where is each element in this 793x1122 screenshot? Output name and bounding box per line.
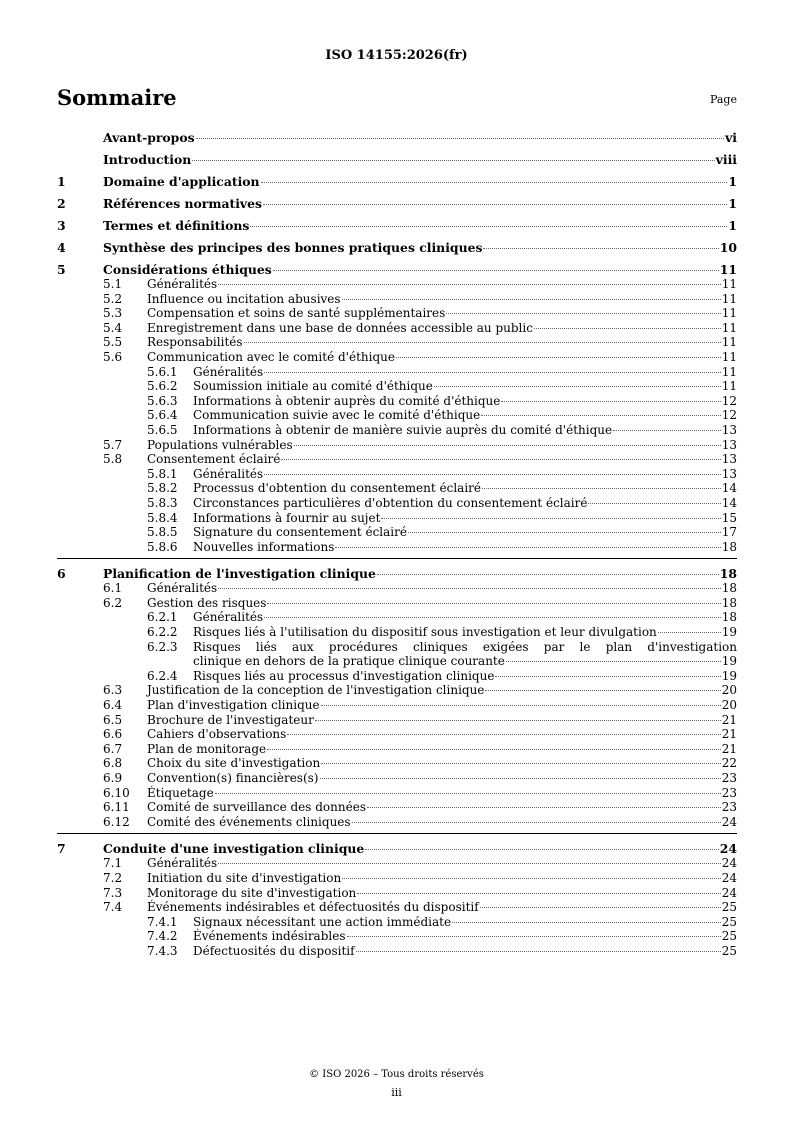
toc-entry-label: Informations à fournir au sujet (193, 510, 381, 525)
toc-entry[interactable] (57, 379, 737, 394)
toc-entry-page: 21 (721, 727, 737, 742)
toc-entry-page: 21 (721, 712, 737, 727)
toc-dot-leader (613, 430, 721, 431)
toc-entry-number: 5.8.4 (147, 510, 178, 525)
toc-entry-number: 6.11 (103, 800, 130, 815)
toc-entry-label: Généralités (147, 581, 218, 596)
toc-entry-page: 25 (721, 943, 737, 958)
toc-entry[interactable] (57, 669, 737, 684)
toc-entry-page: viii (715, 152, 737, 167)
toc-entry-label: Brochure de l'investigateur (147, 712, 314, 727)
toc-entry-page: 19 (721, 654, 737, 669)
toc-entry-label: Communication suivie avec le comité d'éthique (193, 408, 481, 423)
toc-entry-page: 24 (721, 885, 737, 900)
toc-dot-leader (287, 734, 720, 735)
toc-entry-label: Cahiers d'observations (147, 727, 287, 742)
toc-entry-label: Compensation et soins de santé supplémentaires (147, 306, 446, 321)
toc-entry[interactable] (57, 335, 737, 350)
toc-dot-leader (264, 372, 721, 373)
toc-entry[interactable] (57, 174, 737, 189)
toc-entry-number: 5.4 (103, 320, 123, 335)
toc-entry-label: Plan de monitorage (147, 741, 267, 756)
toc-entry-page: 24 (721, 870, 737, 885)
toc-entry-label: Circonstances particulières d'obtention du consentement éclairé (193, 495, 588, 510)
toc-entry[interactable] (57, 756, 737, 771)
toc-entry-number: 6.3 (103, 683, 123, 698)
toc-entry-number: 6.2.1 (147, 610, 178, 625)
toc-entry-number: 5.3 (103, 306, 123, 321)
footer-copyright: © ISO 2026 – Tous droits réservés (309, 1069, 484, 1080)
toc-entry-number: 6.8 (103, 756, 123, 771)
toc-entry-page: 13 (721, 422, 737, 437)
toc-entry[interactable] (57, 152, 737, 167)
toc-entry[interactable] (57, 610, 737, 625)
toc-entry-number: 5.6.2 (147, 379, 178, 394)
toc-entry-label: Populations vulnérables (147, 437, 293, 452)
toc-entry-page: 18 (721, 595, 737, 610)
toc-entry-number: 5.8.3 (147, 495, 178, 510)
toc-entry-number: 5.8 (103, 452, 123, 467)
toc-dot-leader (506, 661, 721, 662)
toc-entry-number: 7.4.3 (147, 943, 178, 958)
toc-entry[interactable] (57, 929, 737, 944)
toc-dot-leader (377, 574, 719, 575)
toc-entry[interactable] (57, 640, 737, 669)
toc-dot-leader (534, 328, 721, 329)
toc-dot-leader (281, 459, 720, 460)
toc-dot-leader (495, 676, 720, 677)
toc-dot-leader (192, 160, 714, 161)
toc-entry-label: Généralités (193, 466, 264, 481)
toc-entry-page: 24 (721, 856, 737, 871)
toc-entry-number: 5.6.3 (147, 393, 178, 408)
toc-entry-label: Signature du consentement éclairé (193, 525, 407, 540)
toc-entry-page: 1 (728, 174, 737, 189)
toc-dot-leader (250, 226, 727, 227)
toc-entry[interactable] (57, 713, 737, 728)
toc-entry[interactable] (57, 698, 737, 713)
toc-entry-label: Convention(s) financières(s) (147, 771, 319, 785)
toc-entry-number: 3 (57, 218, 66, 233)
toc-entry-number: 5.8.2 (147, 481, 178, 496)
toc-dot-leader (218, 284, 721, 285)
toc-entry[interactable] (57, 350, 737, 365)
toc-entry-page: 11 (721, 306, 737, 321)
toc-entry-page: 11 (721, 320, 737, 335)
toc-entry-label: Comité des événements cliniques (147, 814, 351, 829)
toc-entry-label: Considérations éthiques (103, 262, 272, 277)
toc-entry-label: Enregistrement dans une base de données accessible au public (147, 320, 533, 335)
toc-dot-leader (357, 893, 720, 894)
toc-entry-label: Plan d'investigation clinique (147, 698, 320, 713)
toc-entry[interactable] (57, 871, 737, 886)
toc-entry-page: 19 (721, 668, 737, 683)
toc-entry[interactable] (57, 218, 737, 233)
toc-entry[interactable] (57, 596, 737, 611)
toc-entry-number: 5.2 (103, 291, 123, 306)
toc-entry-label: Introduction (103, 152, 192, 167)
title-row (57, 85, 737, 113)
toc-entry-label: Risques liés aux procédures cliniques exigées par le plan d'investigation (193, 639, 737, 654)
toc-entry-number: 5.5 (103, 335, 123, 350)
toc-entry-number: 6.6 (103, 727, 123, 742)
toc-entry[interactable] (57, 423, 737, 438)
toc-entry-number: 7.1 (103, 856, 123, 871)
toc-entry-label: Informations à obtenir de manière suivie auprès du comité d'éthique (193, 422, 613, 437)
toc-entry-page: 14 (721, 481, 737, 496)
toc-entry-number: 7.4.2 (147, 929, 178, 944)
toc-entry[interactable] (57, 394, 737, 409)
toc-dot-leader (196, 138, 725, 139)
toc-entry-number: 5.6 (103, 349, 123, 364)
page-column-label: Page (709, 93, 737, 106)
toc-entry-page: 25 (721, 900, 737, 915)
toc-entry-page: 21 (721, 741, 737, 756)
toc-dot-leader (381, 518, 720, 519)
toc-entry-label: Justification de la conception de l'investigation clinique (147, 683, 485, 698)
toc-entry-number: 6.5 (103, 712, 123, 727)
toc-entry-label: Domaine d'application (103, 174, 260, 189)
toc-entry-number: 7 (57, 841, 66, 857)
toc-dot-leader (434, 386, 721, 387)
toc-dot-leader (218, 588, 721, 589)
document-header: ISO 14155:2026(fr) (325, 48, 468, 63)
toc-entry-page: 18 (721, 581, 737, 596)
toc-entry-label: Avant-propos (103, 130, 195, 145)
toc-entry[interactable] (57, 481, 737, 496)
toc-entry[interactable] (57, 944, 737, 959)
toc-entry-number: 5.7 (103, 437, 123, 452)
toc-dot-leader (408, 532, 721, 533)
toc-entry[interactable] (57, 511, 737, 526)
toc-entry[interactable] (57, 130, 737, 145)
toc-dot-leader (342, 878, 721, 879)
toc-entry-label: Généralités (193, 610, 264, 625)
toc-entry-page: 13 (721, 466, 737, 481)
toc-entry[interactable] (57, 742, 737, 757)
toc-entry[interactable] (57, 240, 737, 255)
page-title: Sommaire (57, 85, 177, 110)
toc-dot-leader (365, 849, 719, 850)
toc-entry[interactable] (57, 262, 737, 277)
toc-entry-page: 18 (719, 566, 737, 582)
toc-dot-leader (482, 488, 721, 489)
toc-entry-page: 12 (721, 393, 737, 408)
toc-entry[interactable] (57, 786, 737, 801)
toc-dot-leader (273, 270, 719, 271)
toc-entry[interactable] (57, 886, 737, 901)
toc-entry-number: 7.4.1 (147, 914, 178, 929)
toc-entry[interactable] (57, 841, 737, 856)
toc-entry[interactable] (57, 915, 737, 930)
toc-entry-label: Soumission initiale au comité d'éthique (193, 379, 433, 394)
toc-dot-leader (396, 357, 721, 358)
toc-entry[interactable] (57, 900, 737, 915)
toc-dot-leader (244, 342, 721, 343)
toc-dot-leader (264, 474, 721, 475)
section-divider (57, 558, 737, 559)
toc-entry-label: Synthèse des principes des bonnes pratiques cliniques (103, 240, 483, 255)
toc-entry-label: Signaux nécessitant une action immédiate (193, 914, 452, 929)
toc-entry-number: 5 (57, 262, 66, 277)
toc-dot-leader (352, 822, 721, 823)
toc-entry[interactable] (57, 771, 737, 786)
toc-dot-leader (267, 603, 720, 604)
toc-entry-label: Planification de l'investigation clinique (103, 566, 376, 582)
toc-dot-leader (480, 907, 721, 908)
toc-entry[interactable] (57, 467, 737, 482)
toc-entry-number: 6.9 (103, 771, 123, 785)
toc-entry-number: 6.12 (103, 814, 130, 829)
toc-entry-page: 23 (721, 771, 737, 785)
toc-entry-page: 23 (721, 800, 737, 815)
toc-entry-label: Termes et définitions (103, 218, 250, 233)
toc-entry-label: Informations à obtenir auprès du comité d'éthique (193, 393, 501, 408)
toc-entry[interactable] (57, 815, 737, 830)
toc-entry[interactable] (57, 292, 737, 307)
toc-entry[interactable] (57, 496, 737, 511)
toc-dot-leader (321, 705, 721, 706)
toc-entry-number: 6.4 (103, 698, 123, 713)
toc-entry-number: 5.6.4 (147, 408, 178, 423)
toc-entry-label: Défectuosités du dispositif (193, 943, 355, 958)
toc-entry-page: 13 (721, 452, 737, 467)
toc-entry-label: Processus d'obtention du consentement éclairé (193, 481, 481, 496)
toc-entry-continuation (193, 654, 737, 669)
toc-entry-label: Consentement éclairé (147, 452, 281, 467)
toc-entry-page: 24 (721, 814, 737, 829)
toc-entry-label: Monitorage du site d'investigation (147, 885, 357, 900)
toc-entry-page: vi (725, 130, 737, 145)
toc-entry-page: 14 (721, 495, 737, 510)
toc-entry[interactable] (57, 321, 737, 336)
toc-entry-number: 5.8.5 (147, 525, 178, 540)
toc-entry-page: 25 (721, 929, 737, 944)
toc-entry-page: 18 (721, 610, 737, 625)
toc-entry-page: 13 (721, 437, 737, 452)
toc-dot-leader (356, 951, 721, 952)
toc-entry-page: 11 (721, 349, 737, 364)
toc-entry-number: 6.7 (103, 741, 123, 756)
toc-entry-number: 5.1 (103, 277, 123, 291)
footer-page-number: iii (391, 1086, 402, 1099)
toc-entry-page: 1 (728, 196, 737, 211)
toc-dot-leader (335, 547, 720, 548)
toc-entry-number: 6.1 (103, 581, 123, 596)
toc-entry-number: 6.2.4 (147, 668, 178, 683)
toc-entry-page: 23 (721, 785, 737, 800)
table-of-contents (57, 130, 737, 959)
toc-entry-page: 11 (721, 364, 737, 379)
toc-entry-label: Événements indésirables et défectuosités du dispositif (147, 900, 479, 915)
toc-entry[interactable] (57, 540, 737, 555)
toc-entry-page: 20 (721, 683, 737, 698)
toc-entry-number: 7.2 (103, 870, 123, 885)
toc-entry-label: Références normatives (103, 196, 262, 211)
toc-entry[interactable] (57, 856, 737, 871)
toc-dot-leader (264, 617, 721, 618)
toc-entry-page: 20 (721, 698, 737, 713)
toc-dot-leader (315, 720, 721, 721)
toc-entry[interactable] (57, 800, 737, 815)
toc-dot-leader (321, 763, 721, 764)
toc-entry-page: 18 (721, 539, 737, 554)
toc-entry-label: Responsabilités (147, 335, 243, 350)
toc-entry[interactable] (57, 525, 737, 540)
toc-entry-label: Généralités (193, 364, 264, 379)
toc-entry-number: 5.6.1 (147, 364, 178, 379)
toc-entry[interactable] (57, 408, 737, 423)
toc-dot-leader (320, 778, 721, 779)
toc-entry-label: Comité de surveillance des données (147, 800, 366, 815)
toc-entry[interactable] (57, 365, 737, 380)
toc-dot-leader (218, 863, 721, 864)
toc-entry-label: Communication avec le comité d'éthique (147, 349, 395, 364)
toc-dot-leader (501, 401, 720, 402)
toc-entry[interactable] (57, 566, 737, 581)
toc-entry-label: Conduite d'une investigation clinique (103, 841, 365, 857)
toc-entry-page: 22 (721, 756, 737, 771)
toc-dot-leader (483, 248, 718, 249)
toc-entry-page: 17 (721, 525, 737, 540)
toc-entry-page: 15 (721, 510, 737, 525)
toc-entry-label-continued: clinique en dehors de la pratique clinique courante (193, 654, 505, 669)
toc-entry[interactable] (57, 581, 737, 596)
toc-entry-number: 6.2 (103, 595, 123, 610)
toc-entry[interactable] (57, 196, 737, 211)
toc-dot-leader (215, 793, 721, 794)
toc-entry-label: Gestion des risques (147, 595, 267, 610)
section-divider (57, 833, 737, 834)
toc-entry-page: 11 (721, 379, 737, 394)
toc-entry-number: 6.2.2 (147, 625, 178, 640)
toc-entry-number: 5.6.5 (147, 422, 178, 437)
toc-entry-page: 11 (721, 291, 737, 306)
toc-entry-number: 6.2.3 (147, 639, 178, 654)
toc-entry[interactable] (57, 625, 737, 640)
toc-entry[interactable] (57, 452, 737, 467)
toc-entry-label: Généralités (147, 277, 218, 291)
toc-dot-leader (261, 182, 728, 183)
toc-entry[interactable] (57, 683, 737, 698)
toc-dot-leader (485, 690, 720, 691)
toc-dot-leader (588, 503, 720, 504)
toc-entry-page: 11 (721, 335, 737, 350)
toc-entry-number: 2 (57, 196, 66, 211)
toc-entry[interactable] (57, 438, 737, 453)
toc-entry-page: 25 (721, 914, 737, 929)
toc-dot-leader (347, 936, 721, 937)
toc-dot-leader (367, 807, 721, 808)
toc-entry-page: 10 (719, 240, 737, 255)
toc-entry-label: Choix du site d'investigation (147, 756, 321, 771)
toc-entry[interactable] (57, 277, 737, 292)
toc-entry-label-block (193, 640, 737, 669)
toc-entry-label: Étiquetage (147, 785, 214, 800)
toc-entry-label: Nouvelles informations (193, 539, 335, 554)
toc-entry-label: Initiation du site d'investigation (147, 870, 342, 885)
toc-dot-leader (342, 299, 721, 300)
toc-entry-page: 12 (721, 408, 737, 423)
toc-entry-number: 6 (57, 566, 66, 582)
toc-entry-number: 7.4 (103, 900, 123, 915)
toc-entry-page: 1 (728, 218, 737, 233)
toc-entry[interactable] (57, 727, 737, 742)
toc-dot-leader (452, 922, 721, 923)
toc-entry-number: 1 (57, 174, 66, 189)
toc-dot-leader (481, 415, 720, 416)
toc-entry-label: Influence ou incitation abusives (147, 291, 341, 306)
toc-entry-label: Risques liés au processus d'investigation clinique (193, 668, 495, 683)
toc-entry-page: 19 (721, 625, 737, 640)
toc-dot-leader (267, 749, 721, 750)
toc-entry-label: Risques liés à l'utilisation du dispositif sous investigation et leur divulgation (193, 625, 657, 640)
toc-entry-number: 4 (57, 240, 66, 255)
toc-entry-page: 11 (719, 262, 737, 277)
toc-entry-label: Événements indésirables (193, 929, 346, 944)
toc-entry-page: 24 (719, 841, 737, 857)
toc-dot-leader (658, 632, 721, 633)
toc-dot-leader (294, 445, 721, 446)
toc-dot-leader (263, 204, 727, 205)
toc-entry-number: 5.8.6 (147, 539, 178, 554)
toc-entry-number: 6.10 (103, 785, 130, 800)
toc-dot-leader (446, 313, 720, 314)
toc-entry-number: 7.3 (103, 885, 123, 900)
toc-entry[interactable] (57, 306, 737, 321)
toc-entry-number: 5.8.1 (147, 466, 178, 481)
toc-entry-label: Généralités (147, 856, 218, 871)
toc-entry-page: 11 (721, 277, 737, 291)
